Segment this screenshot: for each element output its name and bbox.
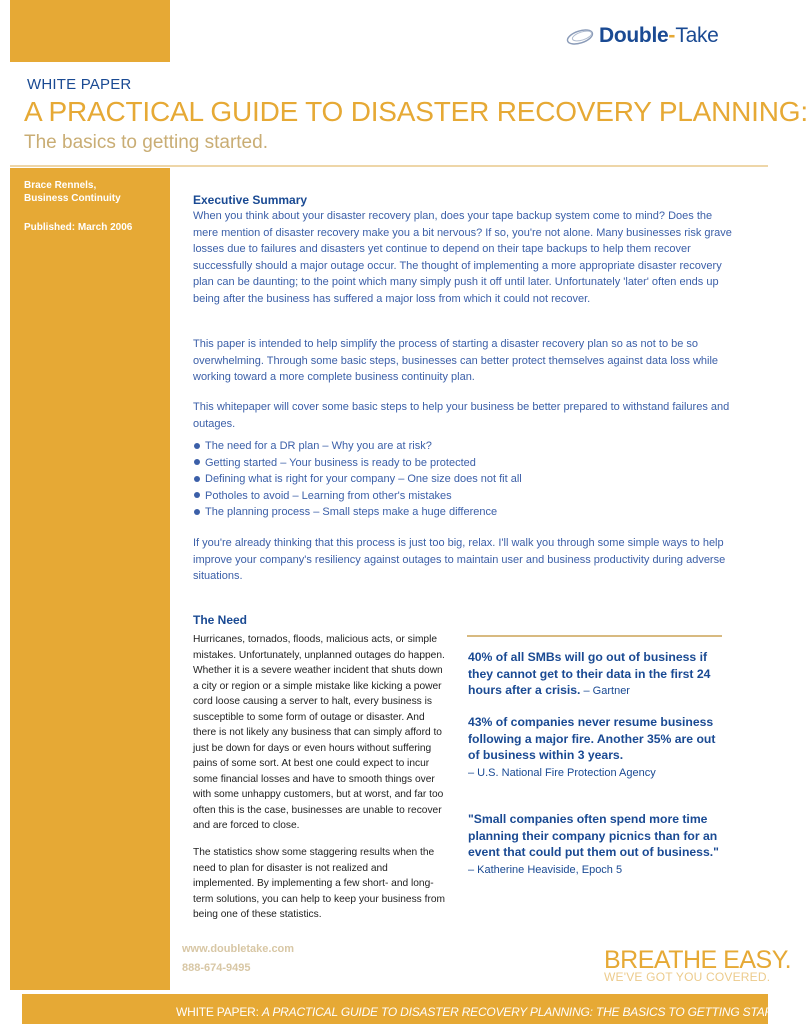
footer-band-title: [176, 1005, 799, 1019]
logo-dash: -: [668, 24, 676, 47]
statistic-callout: [468, 649, 726, 700]
page-title: A PRACTICAL GUIDE TO DISASTER RECOVERY PLANNING:: [24, 96, 808, 127]
statistic-text: 40% of all SMBs will go out of business if they cannot get to their data in the first 24 hours after a crisis.: [468, 650, 711, 697]
phone-number: 888-674-9495: [182, 962, 251, 974]
the-need-paragraph: The statistics show some staggering results when the need to plan for disaster is not realized and implemented. By implementing a few short- and long-term solutions, you can help to keep your business from being one of these statistics.: [193, 847, 445, 920]
footer-band-document-title: A PRACTICAL GUIDE TO DISASTER RECOVERY PLANNING: THE BASICS TO GETTING STARTED.: [261, 1005, 800, 1019]
list-item: [193, 471, 522, 488]
logo-word-double: Double: [599, 24, 669, 47]
list-item: [193, 455, 522, 472]
list-item: [193, 504, 522, 521]
author-title: Business Continuity: [24, 193, 121, 204]
bullet-icon: [194, 443, 200, 449]
list-item: [193, 438, 522, 455]
executive-summary-paragraph: When you think about your disaster recovery plan, does your tape backup system come to mind? Does the mere mention of disaster recovery make you a bit nervous? If so, you're not alone. Many businesses risk grave losses due to failures and disasters yet continue to depend on their tape backups to help them recover successfully should a major outage occur. The thought of implementing a more appropriate disaster recovery plan can be daunting; to the point which many simply push it off until later. Unfortunately 'later' often ends up being after the business has suffered a major loss from which it could not recover.: [193, 210, 732, 305]
the-need-heading: The Need: [193, 613, 248, 627]
bullet-icon: [194, 476, 200, 482]
executive-summary-paragraph: This paper is intended to help simplify the process of starting a disaster recovery plan so as not to be so overwhelming. Through some basic steps, businesses can better protect themselves against data loss while working toward a more complete business continuity plan.: [193, 338, 719, 383]
topics-list: [193, 438, 522, 521]
list-item-text: Defining what is right for your company – One size does not fit all: [205, 473, 522, 485]
executive-summary-paragraph: This whitepaper will cover some basic steps to help your business be better prepared to withstand failures and outages.: [193, 401, 730, 430]
website-link[interactable]: www.doubletake.com: [182, 943, 295, 955]
statistic-source: – Katherine Heaviside, Epoch 5: [468, 863, 623, 876]
author-name: Brace Rennels,: [24, 180, 97, 191]
bullet-icon: [194, 459, 200, 465]
tagline: WE'VE GOT YOU COVERED.: [604, 970, 771, 984]
statistic-text: "Small companies often spend more time planning their company picnics than for an event that could put them out of business.": [468, 812, 719, 859]
list-item-text: Getting started – Your business is ready to be protected: [205, 456, 476, 469]
statistic-text: 43% of companies never resume business following a major fire. Another 35% are out of business within 3 years.: [468, 715, 716, 762]
gold-sidebar: [10, 168, 170, 990]
bullet-icon: [194, 509, 200, 515]
swoosh-icon: [565, 23, 599, 49]
logo-word-take: Take: [675, 24, 719, 47]
header-divider: [10, 165, 768, 167]
the-need-paragraph: Hurricanes, tornados, floods, malicious acts, or simple mistakes. Unfortunately, unplanned outages do happen. Whether it is a severe weather incident that shuts down a city or region or a simple mistake like kicking a power cord loose causing a server to halt, every business is susceptible to some form of outage or disaster. And there is not likely any business that can simply afford to just be down for days or even hours without suffering pains of some sort. At best one could expect to incur some financial losses and have to smooth things over with some unhappy customers, but at worst, and far too often this is the case, businesses are unable to recover and are forced to close.: [193, 634, 445, 831]
bullet-icon: [194, 492, 200, 498]
slogan: BREATHE EASY.: [604, 946, 792, 974]
statistic-callout: [468, 714, 726, 781]
list-item-text: The need for a DR plan – Why you are at risk?: [205, 440, 432, 452]
page-subtitle: The basics to getting started.: [24, 132, 268, 153]
statistic-callout: [468, 811, 726, 878]
executive-summary-heading: Executive Summary: [193, 193, 308, 207]
document-type-label: WHITE PAPER: [27, 76, 132, 93]
statistic-source: – Gartner: [580, 685, 630, 697]
gold-header-block: [10, 0, 170, 62]
list-item: [193, 488, 522, 505]
double-take-logo: [565, 22, 719, 50]
statistic-source: – U.S. National Fire Protection Agency: [468, 766, 656, 779]
footer-band-label: WHITE PAPER:: [176, 1005, 259, 1019]
list-item-text: The planning process – Small steps make a huge difference: [205, 506, 498, 518]
list-item-text: Potholes to avoid – Learning from other's mistakes: [205, 489, 452, 502]
callout-top-rule: [467, 635, 722, 637]
publish-date: Published: March 2006: [24, 222, 133, 233]
executive-summary-paragraph: If you're already thinking that this process is just too big, relax. I'll walk you through some simple ways to help improve your company's resiliency against outages to maintain user and business productivity during adverse situations.: [193, 537, 726, 582]
